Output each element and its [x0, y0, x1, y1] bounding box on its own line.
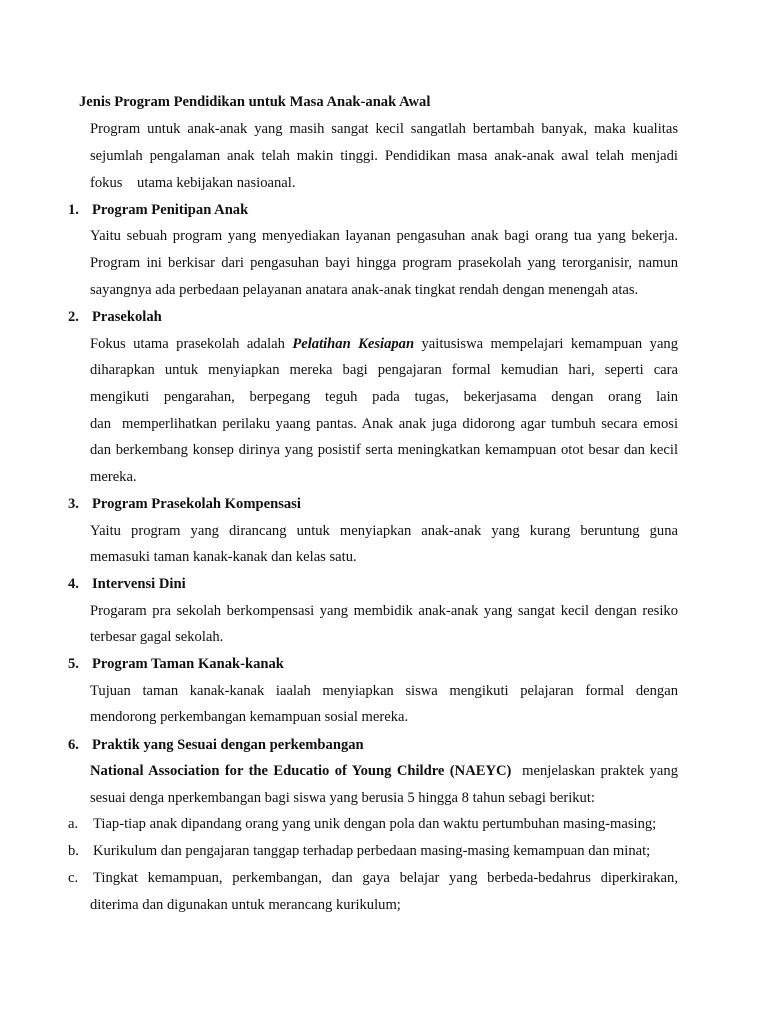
emphasis-pelatihan-kesiapan: Pelatihan Kesiapan	[292, 336, 415, 352]
section-6-line-2: sesuai denga nperkembangan bagi siswa yang berusia 5 hingga 8 tahun sebagi berikut:	[90, 790, 595, 806]
list-item-a-text: Tiap-tiap anak dipandang orang yang unik dengan pola dan waktu pertumbuhan masing-masing;	[93, 816, 657, 832]
section-2-line-1: Fokus utama prasekolah adalah Pelatihan Kesiapan yaitusiswa mempelajari kemampuan yang	[90, 336, 679, 352]
section-5-line-2: mendorong perkembangan kemampuan sosial mereka.	[90, 709, 409, 725]
section-3-heading: Program Prasekolah Kompensasi	[92, 496, 301, 512]
section-1-heading: Program Penitipan Anak	[92, 202, 249, 218]
section-6-line-1: National Association for the Educatio of Young Childre (NAEYC) menjelaskan praktek yang	[90, 763, 678, 779]
section-1-line-1: Yaitu sebuah program yang menyediakan layanan pengasuhan anak bagi orang tua yang bekerja.	[90, 228, 678, 244]
section-2-number: 2.	[68, 309, 79, 325]
intro-line-3: fokus utama kebijakan nasioanal.	[90, 175, 296, 191]
section-5-line-1: Tujuan taman kanak-kanak iaalah menyiapkan siswa mengikuti pelajaran formal dengan	[90, 683, 678, 699]
section-2-line-6: mereka.	[90, 469, 137, 485]
section-5-heading: Program Taman Kanak-kanak	[92, 656, 284, 672]
section-1-line-3: sayangnya ada perbedaan pelayanan anatara anak-anak tingkat rendah dengan menengah atas.	[90, 282, 639, 298]
section-2-line-3: mengikuti pengarahan, berpegang teguh pada tugas, bekerjasama dengan orang lain	[90, 389, 678, 405]
section-4-line-2: terbesar gagal sekolah.	[90, 629, 224, 645]
list-item-c-text: Tingkat kemampuan, perkembangan, dan gaya belajar yang berbeda-bedahrus diperkirakan,	[93, 870, 678, 886]
section-4-line-1: Progaram pra sekolah berkompensasi yang membidik anak-anak yang sangat kecil dengan resiko	[90, 603, 678, 619]
section-3-line-1: Yaitu program yang dirancang untuk menyiapkan anak-anak yang kurang beruntung guna	[90, 523, 678, 539]
list-item-c-letter: c.	[68, 870, 79, 886]
section-4-number: 4.	[68, 576, 79, 592]
section-5-number: 5.	[68, 656, 79, 672]
section-6-heading: Praktik yang Sesuai dengan perkembangan	[92, 737, 364, 753]
list-item-a-letter: a.	[68, 816, 79, 832]
section-3-number: 3.	[68, 496, 79, 512]
section-1-line-2: Program ini berkisar dari pengasuhan bayi hingga program prasekolah yang terorganisir, namun	[90, 255, 678, 271]
section-6-number: 6.	[68, 737, 79, 753]
list-item-b-letter: b.	[68, 843, 79, 859]
section-1-number: 1.	[68, 202, 79, 218]
emphasis-naeyc: National Association for the Educatio of Young Childre (NAEYC)	[90, 763, 512, 779]
list-item-b-text: Kurikulum dan pengajaran tanggap terhadap perbedaan masing-masing kemampuan dan minat;	[93, 843, 651, 859]
intro-line-1: Program untuk anak-anak yang masih sangat kecil sangatlah bertambah banyak, maka kualitas	[90, 121, 678, 137]
section-2-line-2: diharapkan untuk menyiapkan mereka bagi pengajaran formal kemudian hari, seperti cara	[90, 362, 678, 378]
intro-line-2: sejumlah pengalaman anak telah makin tinggi. Pendidikan masa anak-anak awal telah menjadi	[90, 148, 678, 164]
list-item-c-continuation: diterima dan digunakan untuk merancang kurikulum;	[90, 897, 401, 913]
section-2-heading: Prasekolah	[92, 309, 162, 325]
section-3-line-2: memasuki taman kanak-kanak dan kelas satu.	[90, 549, 357, 565]
section-2-line-4: dan memperlihatkan perilaku yaang pantas. Anak anak juga didorong agar tumbuh secara emosi	[90, 416, 678, 432]
section-4-heading: Intervensi Dini	[92, 576, 186, 592]
document-title: Jenis Program Pendidikan untuk Masa Anak-anak Awal	[79, 94, 431, 110]
section-2-line-5: dan berkembang konsep dirinya yang posistif serta meningkatkan kemampuan otot besar dan kecil	[90, 442, 678, 458]
